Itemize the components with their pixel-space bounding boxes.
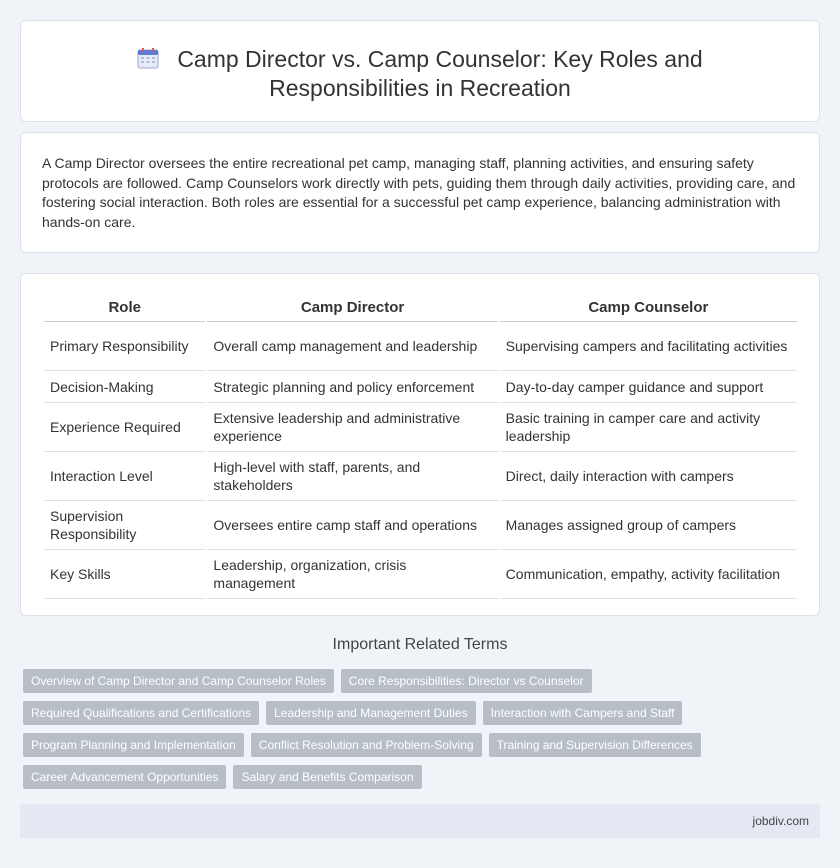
comparison-table-card <box>20 273 820 616</box>
table-row <box>44 452 797 501</box>
calendar-icon <box>137 47 159 69</box>
intro-card <box>20 132 820 253</box>
counselor-cell: Basic training in camper care and activity leadership <box>500 403 797 452</box>
row-label: Primary Responsibility <box>44 322 205 371</box>
header-role: Role <box>44 294 205 322</box>
related-terms-title: Important Related Terms <box>332 636 508 653</box>
table-row <box>44 322 797 371</box>
counselor-cell: Communication, empathy, activity facilitation <box>500 550 797 599</box>
comparison-table <box>42 294 799 599</box>
counselor-cell: Supervising campers and facilitating activities <box>500 322 797 371</box>
related-tag[interactable]: Salary and Benefits Comparison <box>233 765 421 789</box>
director-cell: Leadership, organization, crisis management <box>207 550 497 599</box>
row-label: Key Skills <box>44 550 205 599</box>
related-tag[interactable]: Leadership and Management Duties <box>266 701 475 725</box>
related-tag[interactable]: Program Planning and Implementation <box>23 733 244 757</box>
related-tag[interactable]: Interaction with Campers and Staff <box>483 701 683 725</box>
counselor-cell: Day-to-day camper guidance and support <box>500 371 797 403</box>
related-tag[interactable]: Required Qualifications and Certifications <box>23 701 259 725</box>
table-row <box>44 501 797 550</box>
row-label: Interaction Level <box>44 452 205 501</box>
counselor-cell: Direct, daily interaction with campers <box>500 452 797 501</box>
director-cell: High-level with staff, parents, and stakeholders <box>207 452 497 501</box>
related-tag[interactable]: Conflict Resolution and Problem-Solving <box>251 733 482 757</box>
related-tag[interactable]: Overview of Camp Director and Camp Counselor Roles <box>23 669 334 693</box>
header-camp-director: Camp Director <box>207 294 497 322</box>
row-label: Experience Required <box>44 403 205 452</box>
related-terms-tags <box>23 669 813 797</box>
director-cell: Extensive leadership and administrative experience <box>207 403 497 452</box>
row-label: Decision-Making <box>44 371 205 403</box>
related-tag[interactable]: Training and Supervision Differences <box>489 733 701 757</box>
table-row <box>44 403 797 452</box>
row-label: Supervision Responsibility <box>44 501 205 550</box>
intro-paragraph: A Camp Director oversees the entire recreational pet camp, managing staff, planning activities, and ensuring safety protocols are followed. Camp Counselors work directly with pets, guiding them through daily activities, providing care, and fostering social interaction. Both roles are essential for a successful pet camp experience, balancing administration with hands-on care. <box>42 155 796 230</box>
counselor-cell: Manages assigned group of campers <box>500 501 797 550</box>
table-header-row <box>44 294 797 322</box>
director-cell: Oversees entire camp staff and operations <box>207 501 497 550</box>
director-cell: Strategic planning and policy enforcement <box>207 371 497 403</box>
director-cell: Overall camp management and leadership <box>207 322 497 371</box>
title-card <box>20 20 820 122</box>
table-row <box>44 550 797 599</box>
page-title <box>21 45 819 103</box>
footer-site-link[interactable]: jobdiv.com <box>752 814 809 828</box>
footer <box>20 804 820 838</box>
title-line-2: Responsibilities in Recreation <box>269 75 571 101</box>
table-row <box>44 371 797 403</box>
related-tag[interactable]: Core Responsibilities: Director vs Counselor <box>341 669 592 693</box>
related-tag[interactable]: Career Advancement Opportunities <box>23 765 226 789</box>
title-line-1: Camp Director vs. Camp Counselor: Key Roles and <box>177 46 703 72</box>
header-camp-counselor: Camp Counselor <box>500 294 797 322</box>
